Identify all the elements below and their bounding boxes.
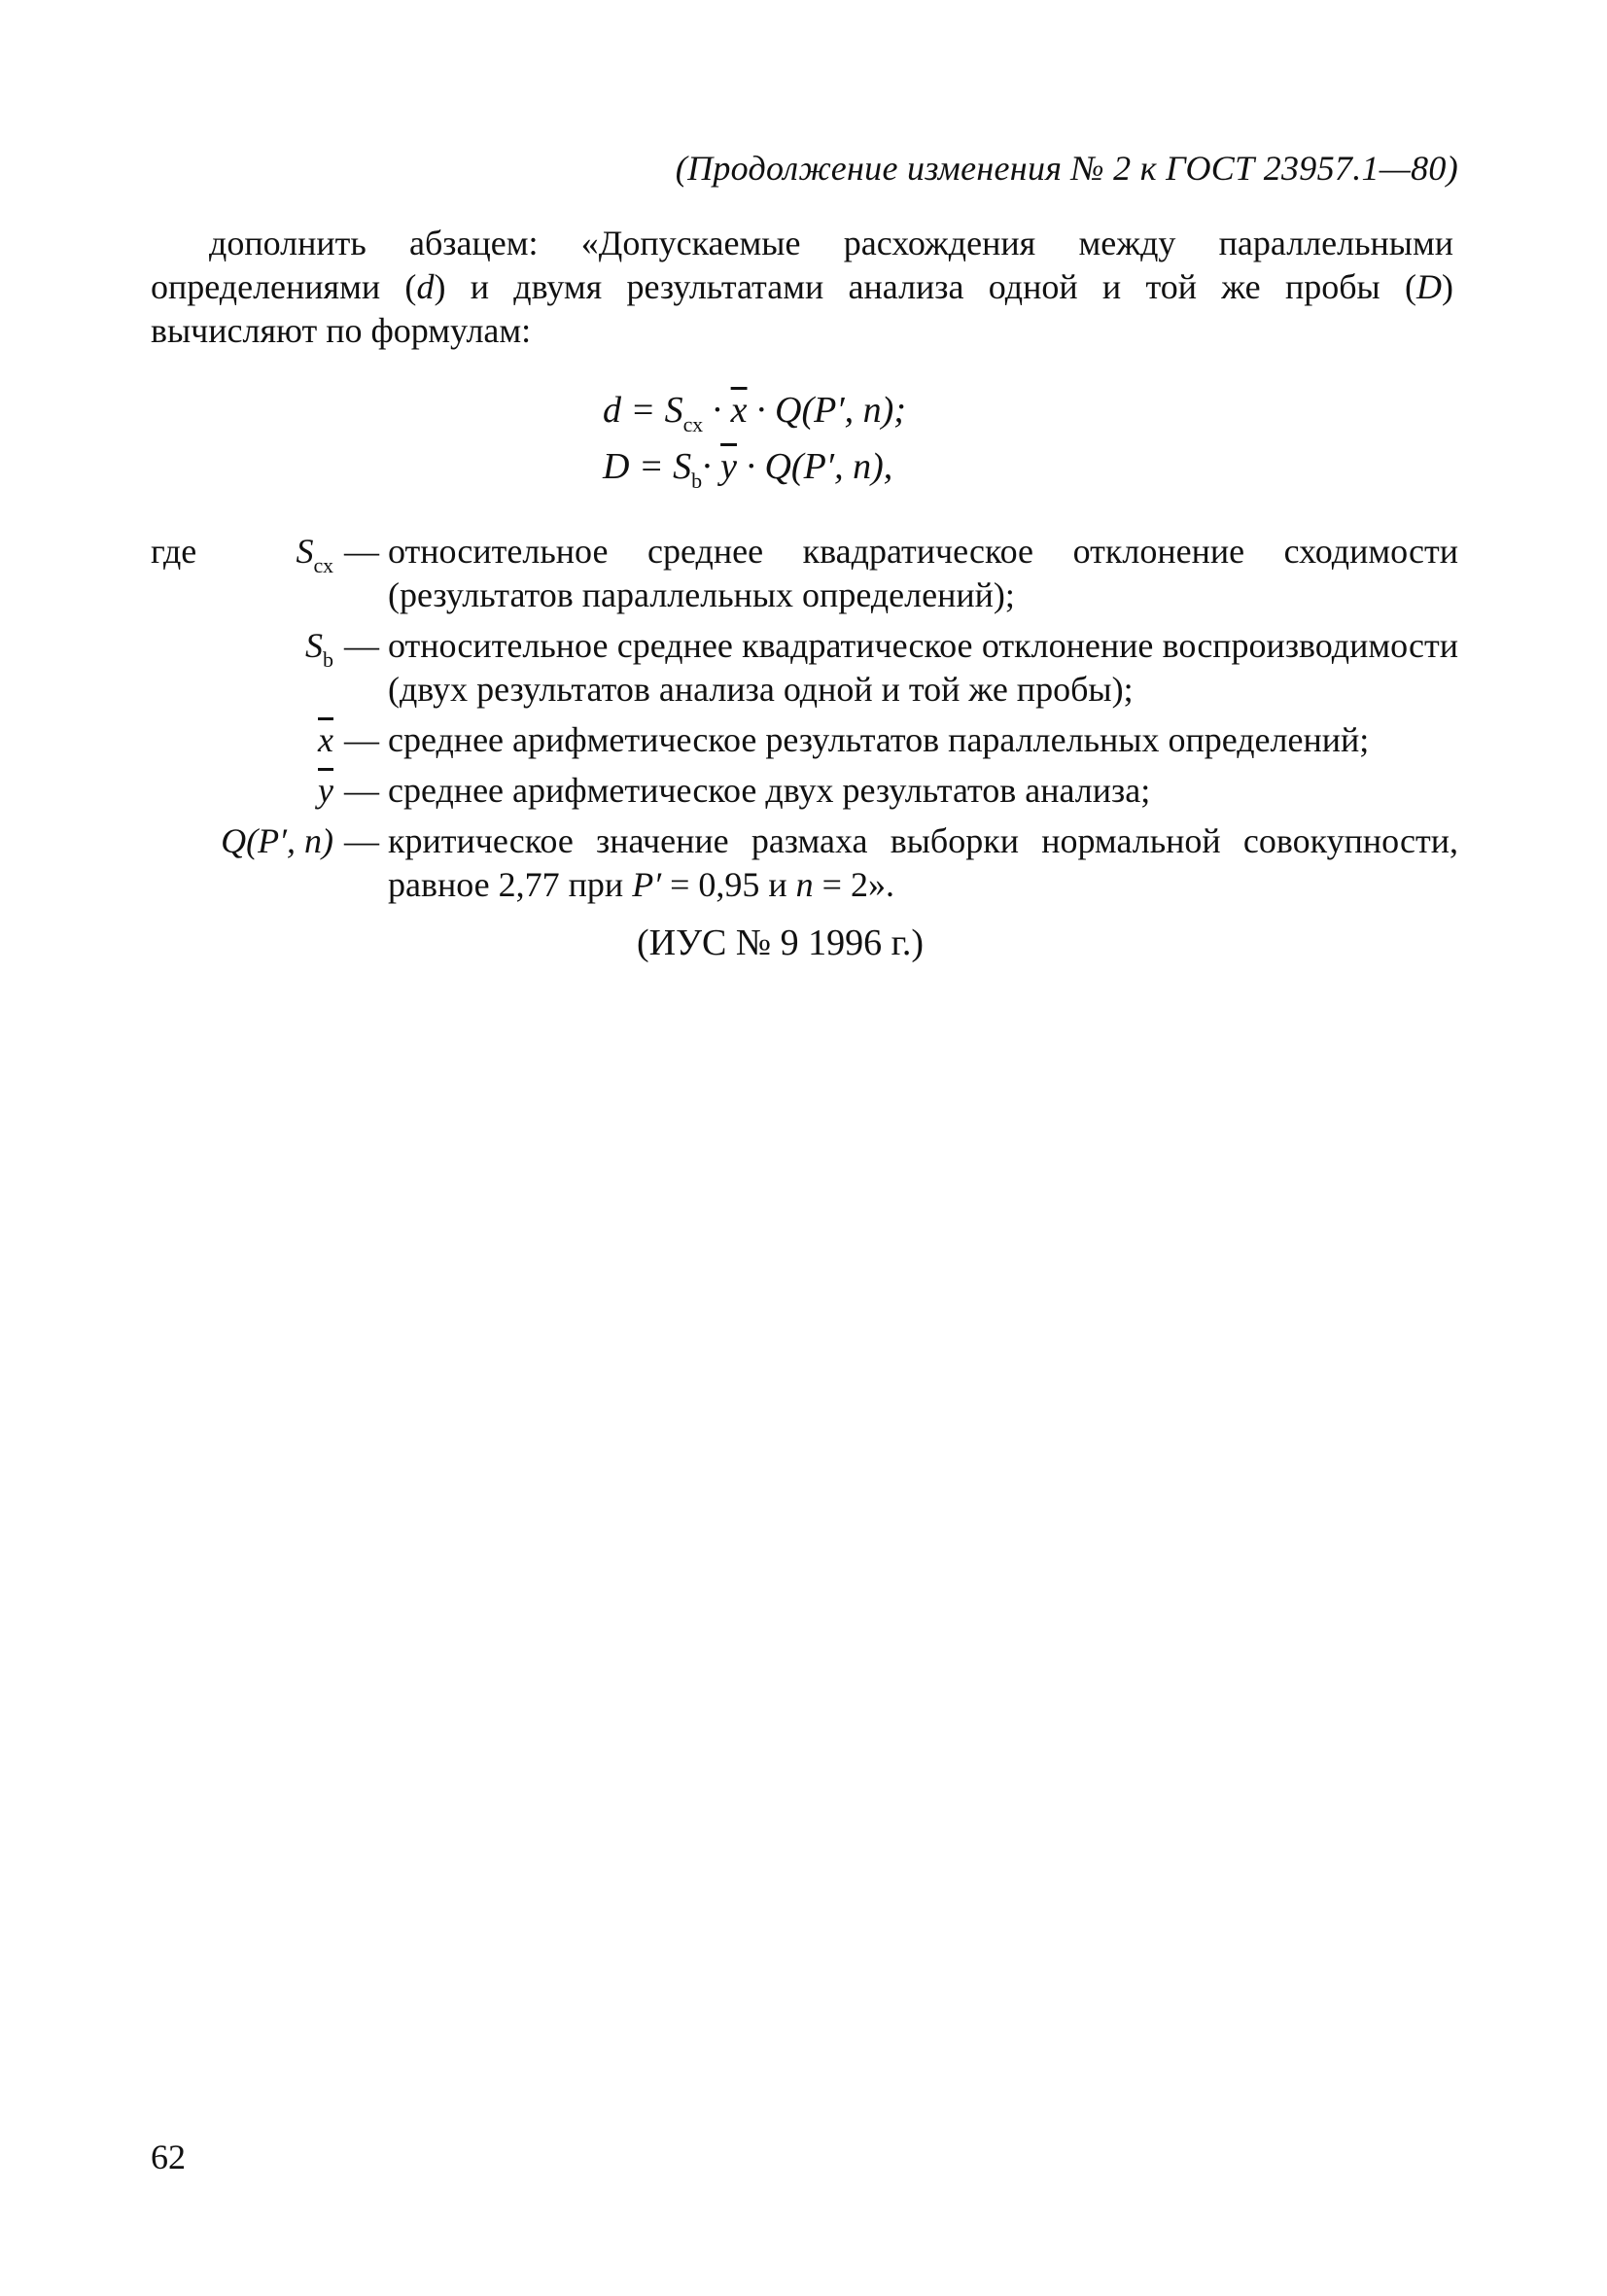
intro-text-1: дополнить абзацем: «Допускаемые расхождения между параллельными определениями ( [151, 224, 1453, 306]
continuation-header: (Продолжение изменения № 2 к ГОСТ 23957.1—80) [675, 149, 1458, 188]
intro-text-3: ) вычисляют по формулам: [151, 267, 1453, 350]
intro-paragraph [151, 222, 1453, 353]
definition-q-critical: Q(P′, n) — критическое значение размаха выборки нормальной совокупности, равное 2,77 при P′ = 0,95 и n = 2». [151, 819, 1458, 907]
definition-symbol: Q(P′, n) [221, 821, 333, 860]
formula-d: $d = S_{сх} \cdot \overline{x} \cdot Q(P'$, n); [603, 390, 906, 436]
intro-var-d: d [416, 267, 435, 306]
definitions-list [151, 530, 1458, 914]
definition-text: относительное среднее квадратическое отклонение воспроизводимости (двух результатов анализа одной и той же пробы); [388, 626, 1458, 709]
definition-s-cx: где $S_{сх}$ — относительное среднее квадратическое отклонение сходимости (результатов параллельных определений); [151, 530, 1458, 617]
page-number: 62 [151, 2138, 186, 2176]
definition-symbol: $S_b$ [305, 626, 333, 672]
definition-x-mean: $\overline{x}$ — среднее арифметическое результатов параллельных определений; [151, 718, 1458, 762]
intro-var-D: D [1416, 267, 1442, 306]
formula-D: $D = S_b\cdot \overline{y} \cdot Q(P'$, n), [603, 446, 893, 493]
where-label: где [151, 532, 197, 571]
definition-y-mean: $\overline{y}$ — среднее арифметическое двух результатов анализа; [151, 769, 1458, 813]
definition-symbol: $S_{сх}$ [296, 532, 333, 577]
ius-reference: (ИУС № 9 1996 г.) [637, 922, 925, 963]
intro-text-2: ) и двумя результатами анализа одной и той же пробы ( [434, 267, 1416, 306]
definition-text: среднее арифметическое двух результатов анализа; [388, 771, 1151, 810]
definition-symbol: $\overline{y}$ [318, 771, 333, 810]
definition-text: относительное среднее квадратическое отклонение сходимости (результатов параллельных определений); [388, 532, 1458, 614]
definition-text: критическое значение размаха выборки нормальной совокупности, равное 2,77 при P′ = 0,95 и n = 2». [388, 821, 1458, 904]
definition-s-b: $S_b$ — относительное среднее квадратическое отклонение воспроизводимости (двух результатов анализа одной и той же пробы); [151, 624, 1458, 712]
definition-text: среднее арифметическое результатов параллельных определений; [388, 720, 1370, 759]
definition-symbol: $\overline{x}$ [318, 720, 333, 759]
